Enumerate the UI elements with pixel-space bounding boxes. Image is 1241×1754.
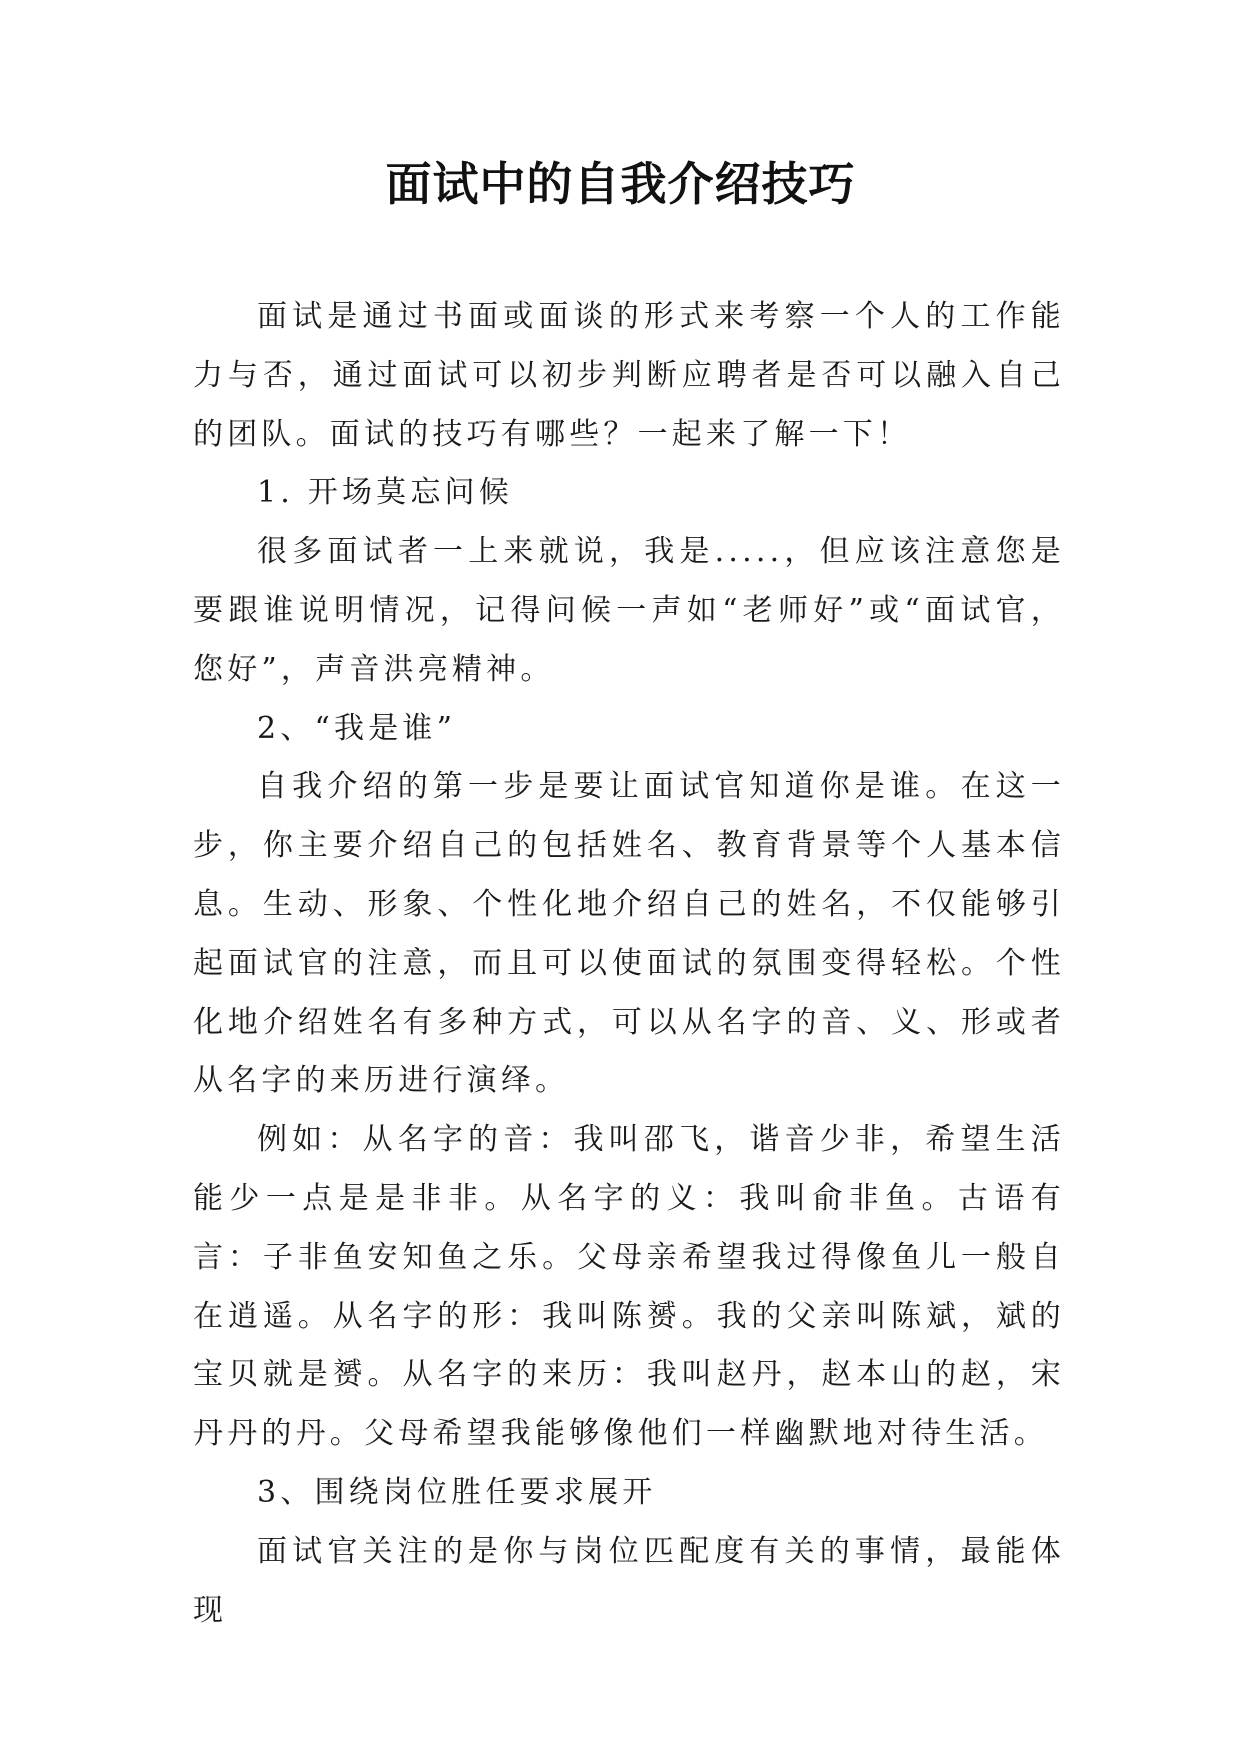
document-title: 面试中的自我介绍技巧 — [385, 157, 856, 211]
paragraph-job-fit: 面试官关注的是你与岗位匹配度有关的事情，最能体现 — [193, 1533, 1065, 1628]
section-heading-greeting: 1. 开场莫忘问候 — [257, 475, 513, 511]
paragraph-greeting: 很多面试者一上来就说，我是.....，但应该注意您是要跟谁说明情况，记得问候一声如“老师好”或“面试官，您好”，声音洪亮精神。 — [193, 534, 1065, 687]
paragraph-examples: 例如：从名字的音：我叫邵飞，谐音少非，希望生活能少一点是是非非。从名字的义：我叫俞非鱼。古语有言：子非鱼安知鱼之乐。父母亲希望我过得像鱼儿一般自在逍遥。从名字的形：我叫陈赟。我的父亲叫陈斌，斌的宝贝就是赟。从名字的来历：我叫赵丹，赵本山的赵，宋丹丹的丹。父母希望我能够像他们一样幽默地对待生活。 — [193, 1122, 1065, 1452]
section-heading-who-am-i: 2、“我是谁” — [257, 710, 457, 746]
section-heading-job-fit: 3、围绕岗位胜任要求展开 — [257, 1474, 657, 1510]
paragraph-who-am-i: 自我介绍的第一步是要让面试官知道你是谁。在这一步，你主要介绍自己的包括姓名、教育背景等个人基本信息。生动、形象、个性化地介绍自己的姓名，不仅能够引起面试官的注意，而且可以使面试的氛围变得轻松。个性化地介绍姓名有多种方式，可以从名字的音、义、形或者从名字的来历进行演绎。 — [193, 769, 1065, 1099]
paragraph-intro: 面试是通过书面或面谈的形式来考察一个人的工作能力与否，通过面试可以初步判断应聘者是否可以融入自己的团队。面试的技巧有哪些？一起来了解一下！ — [193, 299, 1065, 452]
document-body — [193, 288, 1065, 1640]
